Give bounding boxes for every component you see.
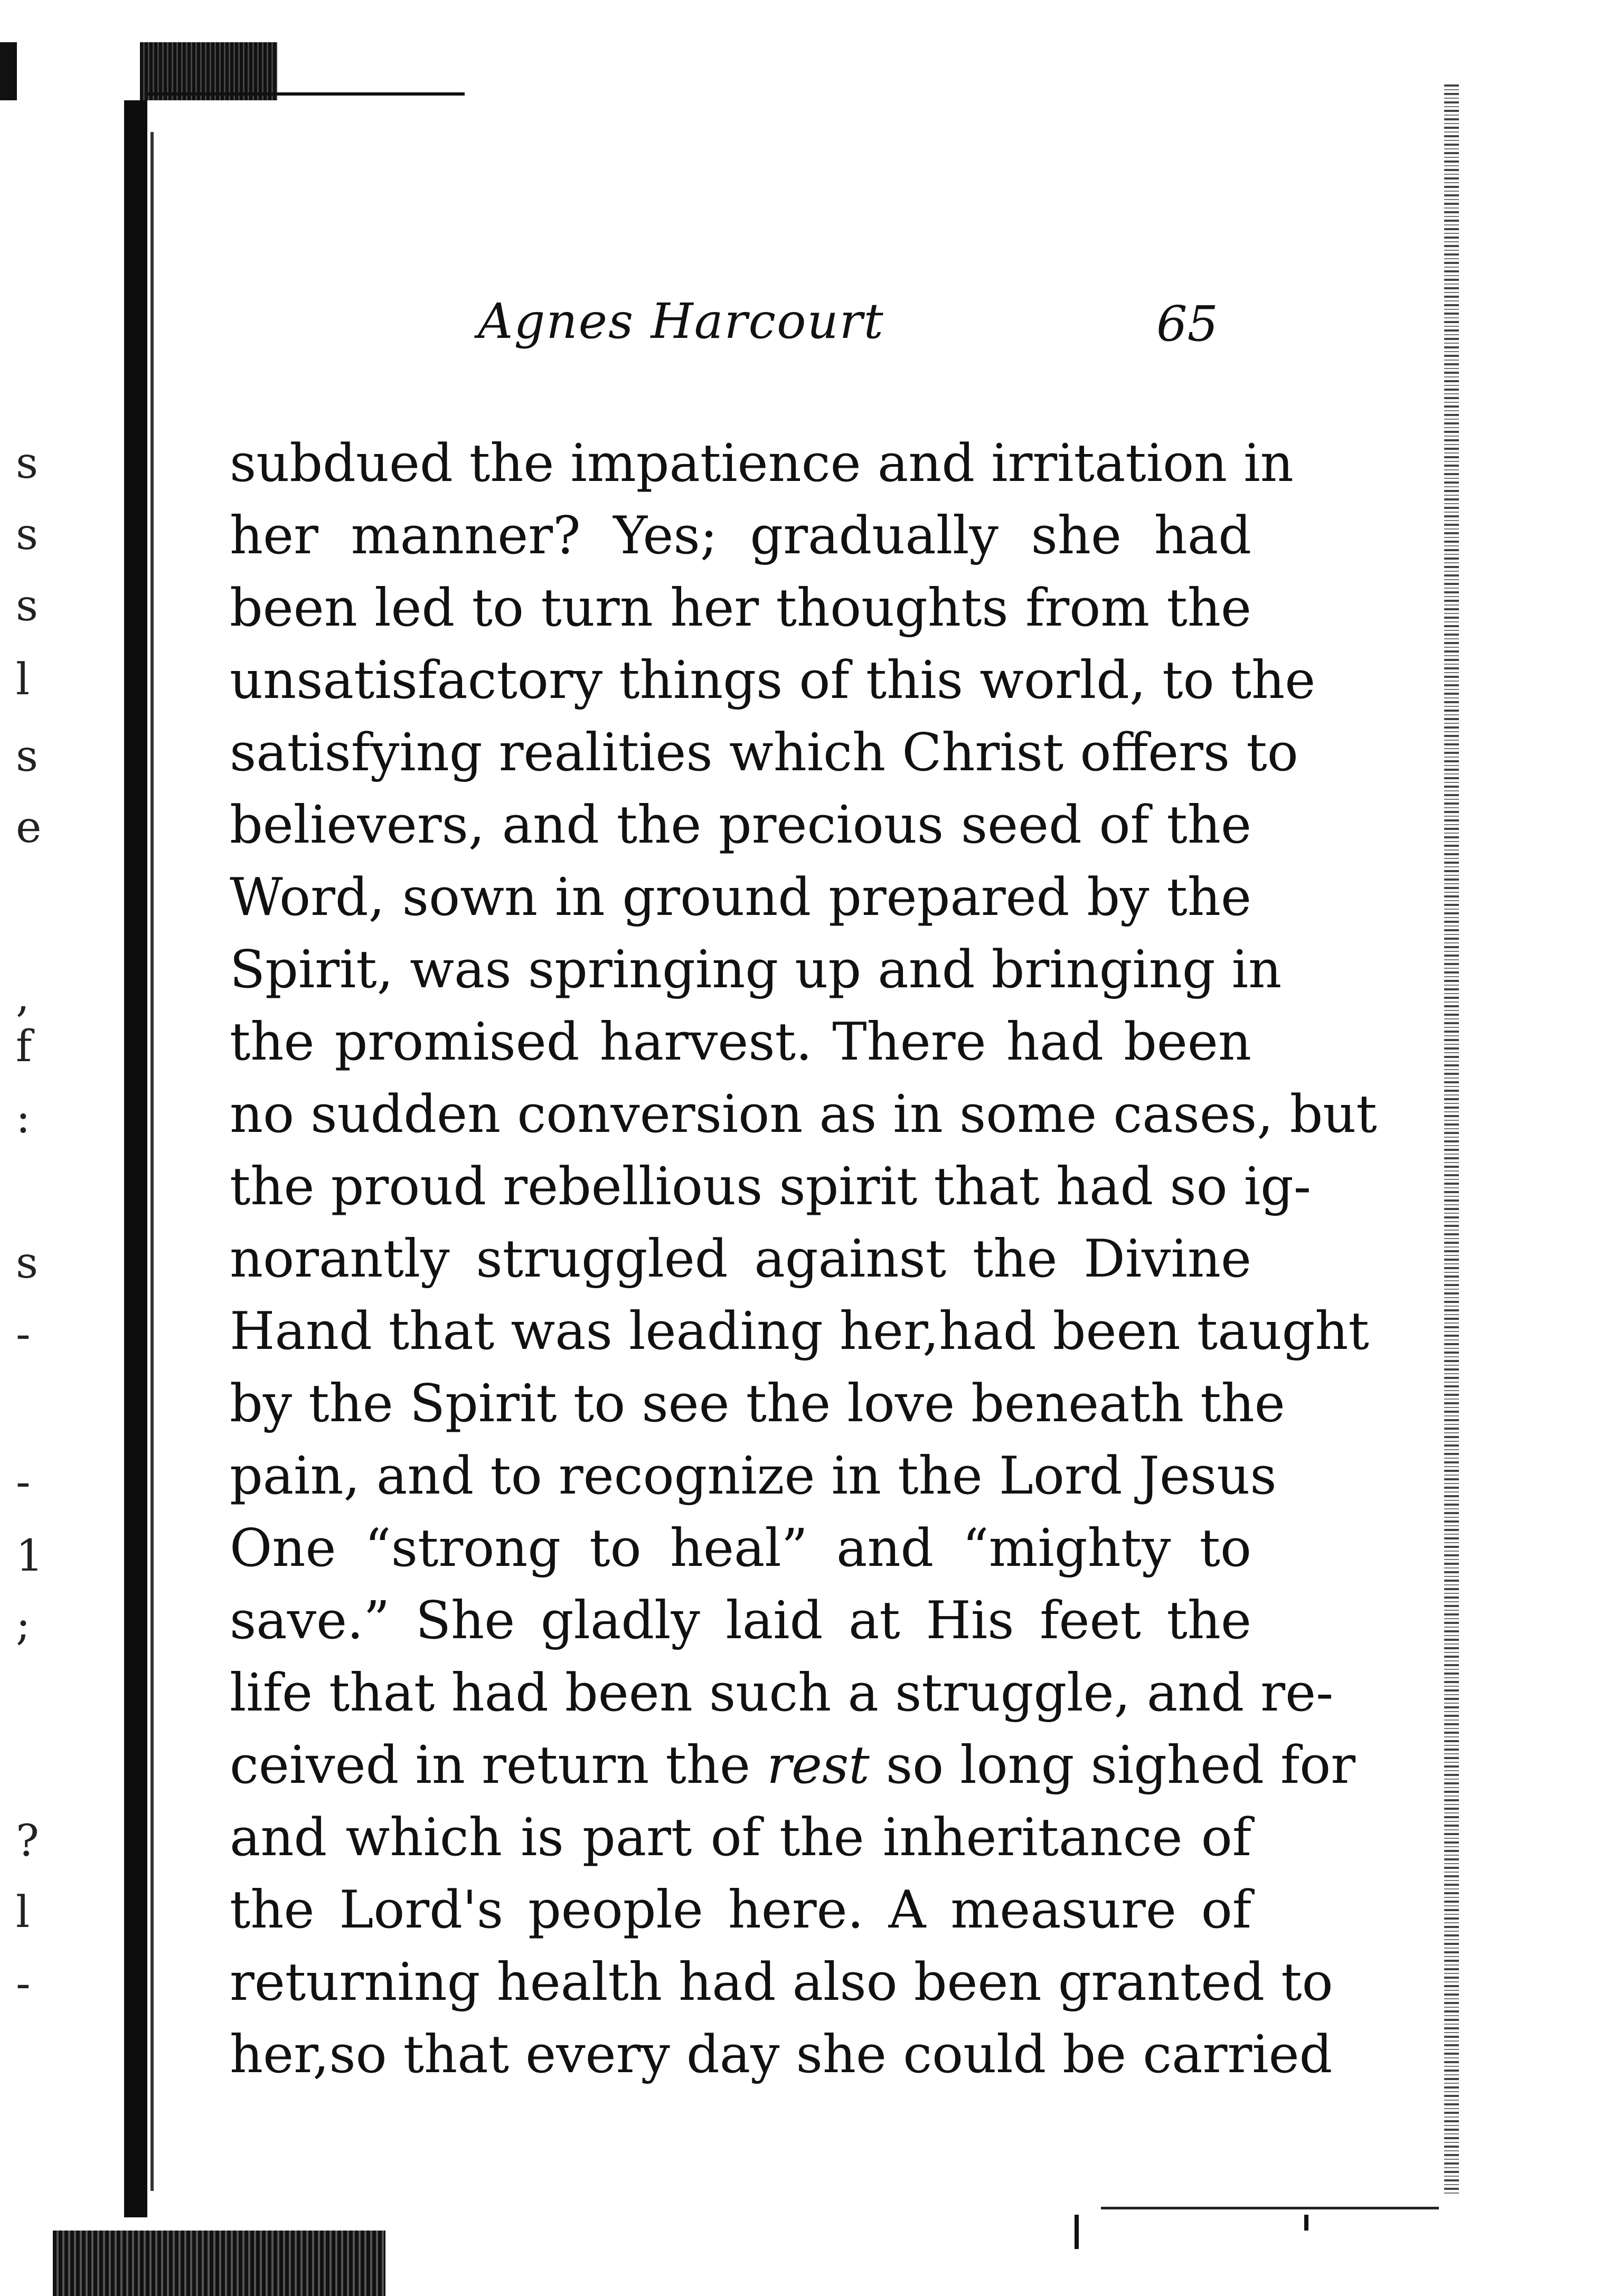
text-line: the Lord's people here. A measure of xyxy=(230,1880,1251,1940)
page-number: 65 xyxy=(1156,296,1219,352)
text-line: the promised harvest. There had been xyxy=(230,1012,1251,1072)
text-line: her manner? Yes; gradually she had xyxy=(230,506,1251,566)
facing-fragment: s xyxy=(16,581,39,631)
italic-word: rest xyxy=(767,1735,870,1796)
text-line: One “strong to heal” and “mighty to xyxy=(230,1518,1251,1579)
scan-page-edge-right xyxy=(1444,84,1459,2196)
facing-page-fragments xyxy=(0,0,74,2296)
text-line: life that had been such a struggle, and re- xyxy=(230,1663,1334,1723)
text-line: believers, and the precious seed of the xyxy=(230,795,1251,855)
text-line: her,so that every day she could be carried xyxy=(230,2025,1333,2085)
text-line: by the Spirit to see the love beneath the xyxy=(230,1374,1285,1434)
scan-binding-tab-bottom xyxy=(53,2231,385,2296)
scan-tick-mark xyxy=(1304,2215,1308,2231)
text-line: satisfying realities which Christ offers to xyxy=(230,723,1298,783)
text-line: norantly struggled against the Divine xyxy=(230,1229,1251,1289)
facing-fragment: s xyxy=(16,1238,39,1288)
facing-fragment: - xyxy=(16,1959,31,2009)
facing-fragment: s xyxy=(16,731,39,781)
text-line: subdued the impatience and irritation in xyxy=(230,433,1294,494)
text-line: Spirit, was springing up and bringing in xyxy=(230,940,1282,1000)
running-head: Agnes Harcourt xyxy=(478,293,884,349)
text-line: save.” She gladly laid at His feet the xyxy=(230,1591,1251,1651)
scan-binding-line xyxy=(150,132,154,2191)
text-line: been led to turn her thoughts from the xyxy=(230,578,1251,638)
facing-fragment: : xyxy=(16,1093,31,1143)
text-line: pain, and to recognize in the Lord Jesus xyxy=(230,1446,1277,1506)
facing-fragment: ; xyxy=(16,1600,31,1650)
facing-fragment: l xyxy=(16,1887,30,1938)
text-line: Word, sown in ground prepared by the xyxy=(230,867,1251,928)
scan-rule-top xyxy=(148,92,465,96)
text-fragment: so long sighed for xyxy=(885,1735,1356,1796)
facing-fragment: ? xyxy=(16,1816,39,1866)
text-line: the proud rebellious spirit that had so ig- xyxy=(230,1157,1311,1217)
facing-fragment: s xyxy=(16,509,39,560)
body-text xyxy=(230,428,1377,2091)
text-line xyxy=(230,1730,1356,1802)
facing-fragment: - xyxy=(16,1309,31,1359)
text-line: unsatisfactory things of this world, to the xyxy=(230,650,1316,711)
facing-fragment: e xyxy=(16,802,42,853)
text-line: Hand that was leading her,had been taught xyxy=(230,1301,1369,1362)
scan-binding-gutter xyxy=(124,100,147,2217)
facing-fragment: s xyxy=(16,438,39,488)
text-line: returning health had also been granted to xyxy=(230,1952,1333,2012)
facing-fragment: l xyxy=(16,655,30,705)
text-line: and which is part of the inheritance of xyxy=(230,1808,1251,1868)
facing-fragment: - xyxy=(16,1457,31,1507)
facing-fragment: 1 xyxy=(16,1531,44,1581)
scan-rule-bottom xyxy=(1101,2207,1439,2209)
text-line: no sudden conversion as in some cases, but xyxy=(230,1084,1377,1145)
facing-fragment: f xyxy=(16,1022,32,1072)
scan-binding-tab-top xyxy=(140,42,277,100)
text-fragment: ceived in return the xyxy=(230,1735,751,1796)
facing-fragment: , xyxy=(16,971,30,1022)
scan-tick-mark xyxy=(1075,2215,1079,2249)
